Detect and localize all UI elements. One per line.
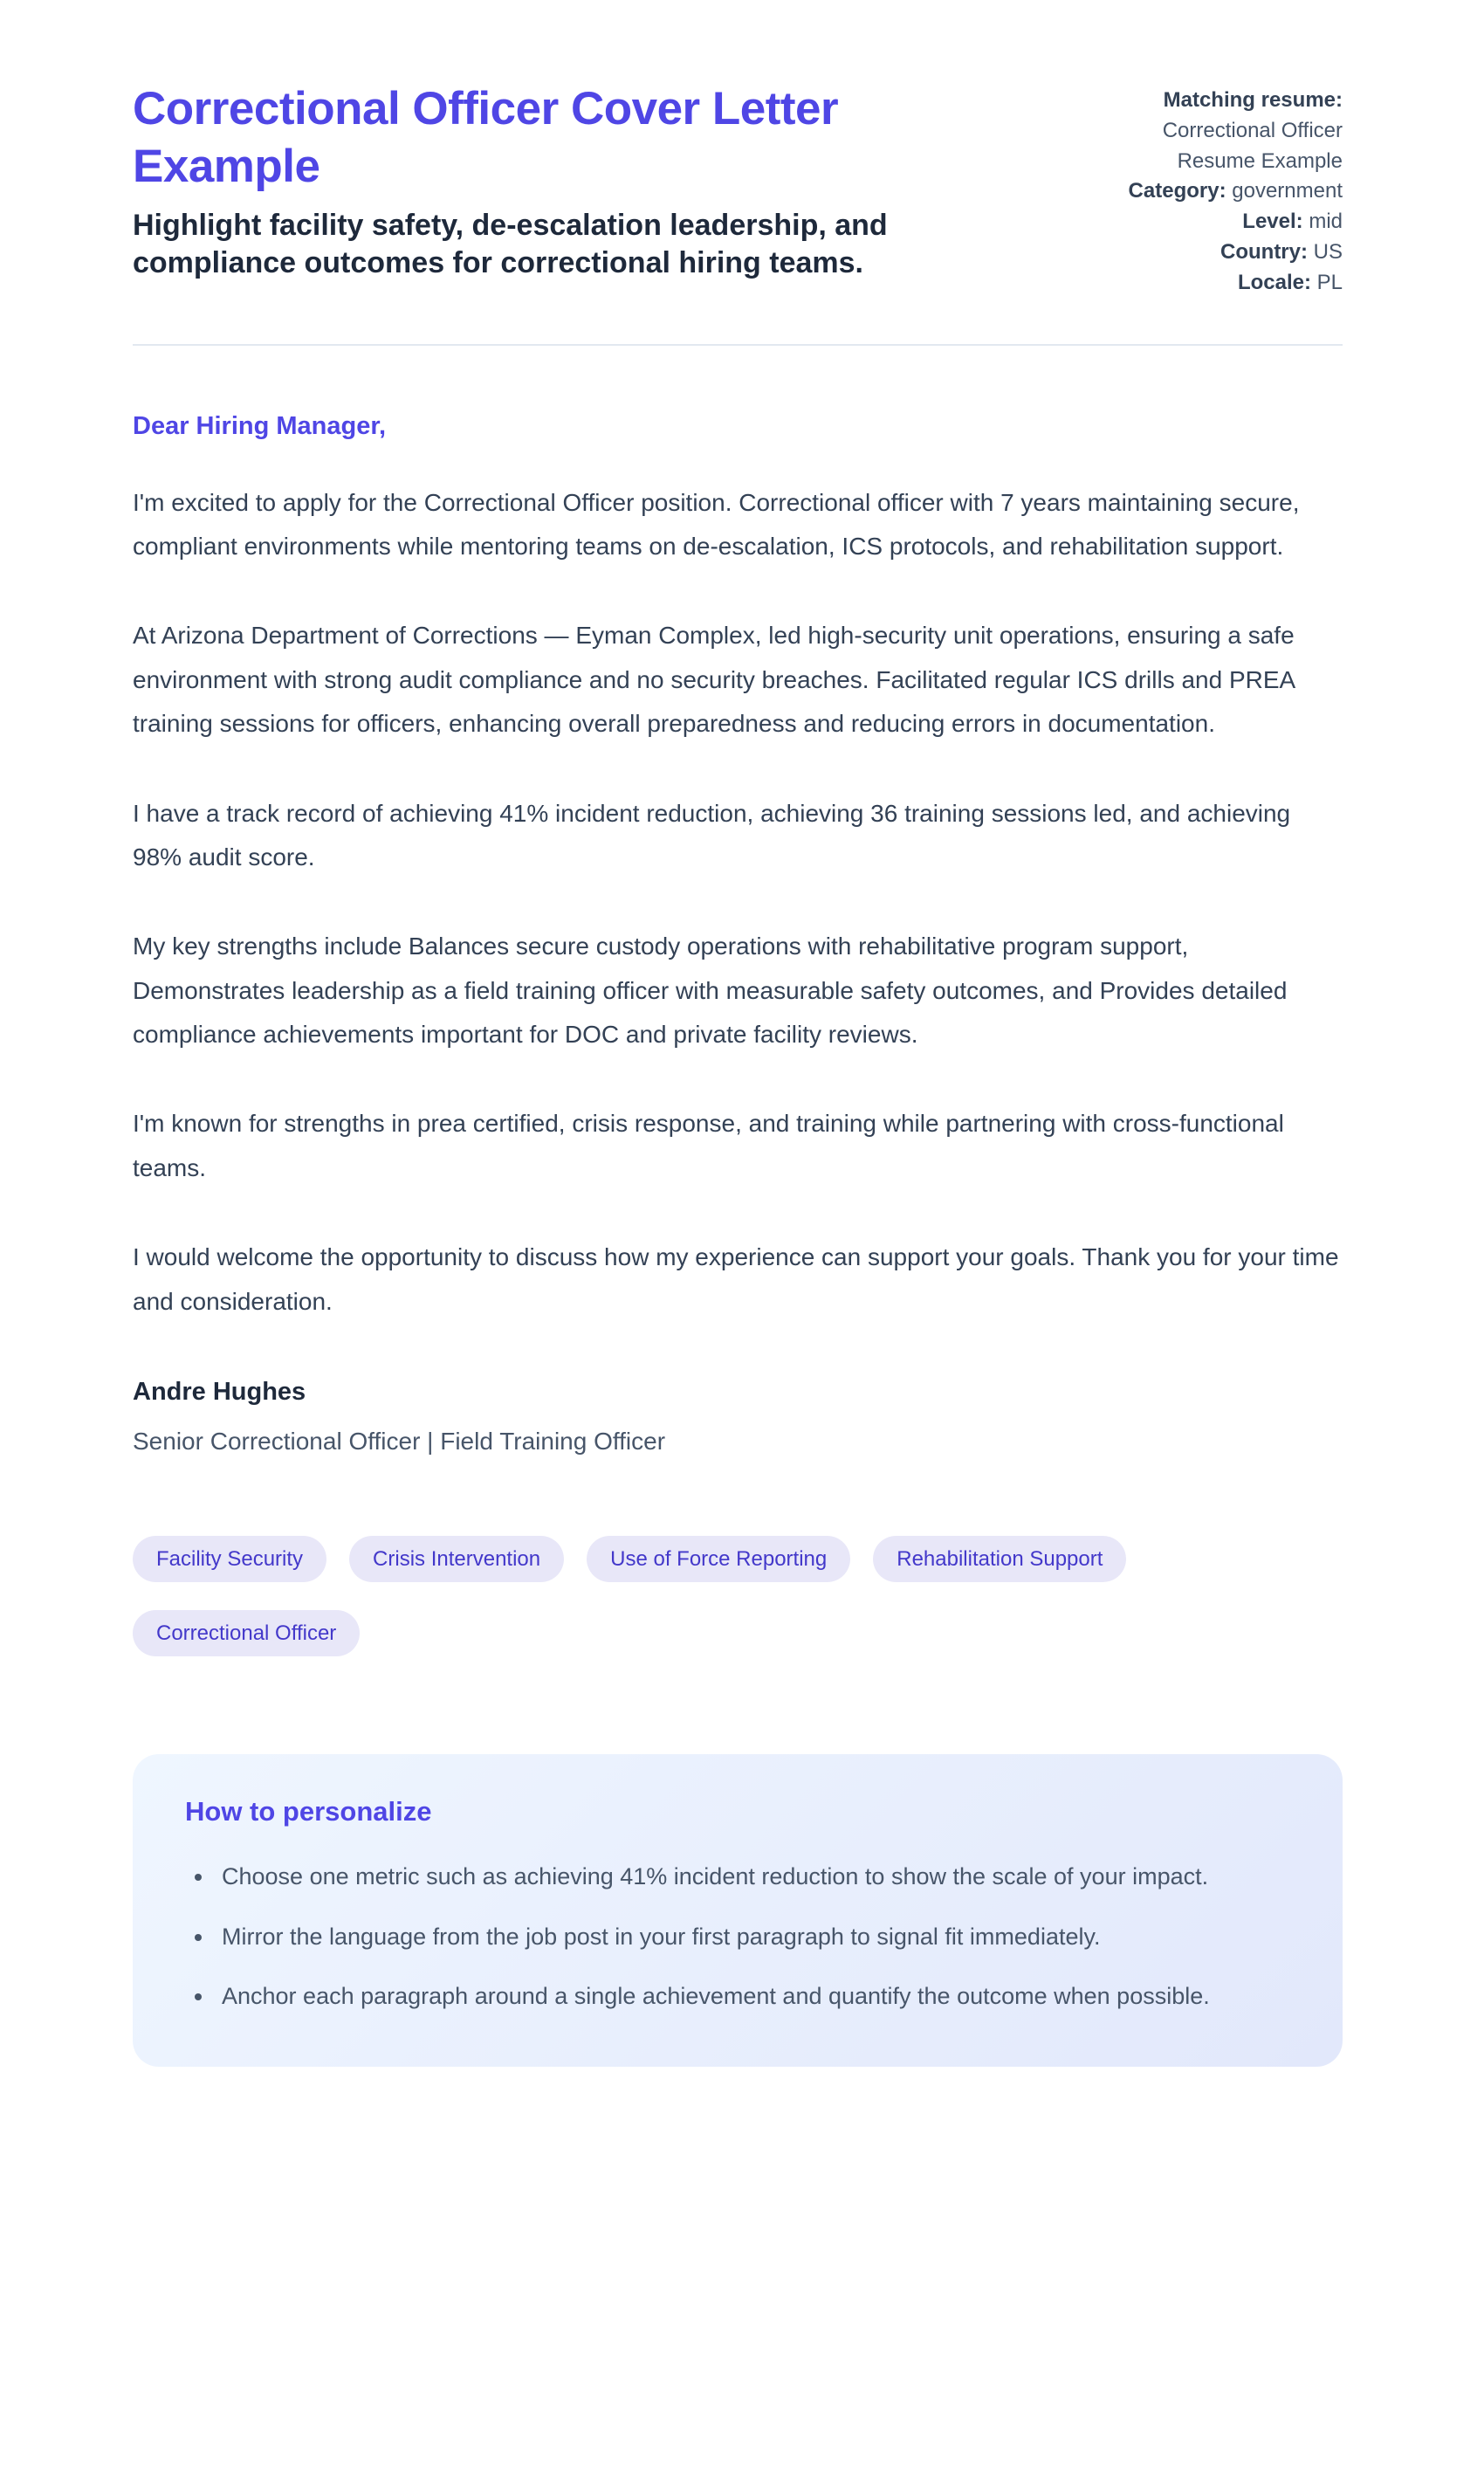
meta-row-locale [1105,268,1343,299]
letter-paragraph-3: I have a track record of achieving 41% incident reduction, achieving 36 training sessions led, and achieving 98% audit score. [133,799,1291,871]
personalize-heading: How to personalize [185,1796,432,1827]
tag-pill-correctional-officer[interactable]: Correctional Officer [133,1610,360,1656]
letter-paragraph-5: I'm known for strengths in prea certified, crisis response, and training while partnering with cross-functional teams. [133,1110,1284,1181]
letter-paragraph-6: I would welcome the opportunity to discuss how my experience can support your goals. Thank you for your time and consideration. [133,1243,1339,1315]
personalize-card [133,1754,1343,2067]
meta-label: Level: [1242,210,1303,234]
tag-pill-use-of-force-reporting[interactable]: Use of Force Reporting [587,1536,850,1582]
meta-value: Correctional Officer Resume Example [1162,118,1343,173]
meta-value: government [1232,179,1343,203]
divider [133,344,1343,346]
tag-pill-facility-security[interactable]: Facility Security [133,1536,326,1582]
meta-value: PL [1316,270,1343,294]
letter-paragraph-2: At Arizona Department of Corrections — Eyman Complex, led high-security unit operations, ensuring a safe environment with strong audit compliance and no security breaches. Facilitated regular ICS drills and PREA training sessions for officers, enhancing overall preparedness and reducing errors in documentation. [133,622,1295,738]
personalize-tip-3: • Anchor each paragraph around a single achievement and quantify the outcome when possible. [215,1975,1290,2018]
personalize-tip-2: • Mirror the language from the job post in your first paragraph to signal fit immediately. [215,1916,1290,1958]
meta-panel [1105,80,1343,299]
greeting: Dear Hiring Manager, [133,411,387,440]
letter-paragraph-4: My key strengths include Balances secure custody operations with rehabilitative program support, Demonstrates leadership as a field training officer with measurable safety outcomes, and Provides detailed compliance achievements important for DOC and private facility reviews. [133,933,1288,1049]
meta-row-country [1105,237,1343,268]
page-title: Correctional Officer Cover Letter Example [133,83,839,192]
signature-name: Andre Hughes [133,1378,306,1407]
letter-paragraph-1: I'm excited to apply for the Correctional Officer position. Correctional officer with 7 years maintaining secure, compliant environments while mentoring teams on de-escalation, ICS protocols, and rehabilitation support. [133,488,1300,560]
tag-pill-rehabilitation-support[interactable]: Rehabilitation Support [873,1536,1126,1582]
meta-row-level [1105,207,1343,237]
page-subtitle: Highlight facility safety, de-escalation leadership, and compliance outcomes for correctional hiring teams. [133,209,888,279]
personalize-tip-list [185,1855,1290,2018]
header [133,80,1343,299]
personalize-tip-1: • Choose one metric such as achieving 41% incident reduction to show the scale of your impact. [215,1855,1290,1898]
cover-letter-body [133,412,1343,1456]
meta-row-category [1105,176,1343,207]
header-text-block [133,80,1032,281]
meta-label: Country: [1220,239,1308,264]
meta-label: Category: [1128,179,1226,203]
meta-value: mid [1309,210,1343,234]
signature-role: Senior Correctional Officer | Field Training Officer [133,1428,666,1456]
meta-value: US [1313,239,1343,264]
tag-list [133,1536,1343,1656]
meta-label: Matching resume: [1163,88,1343,112]
meta-row-matching-resume [1105,86,1343,176]
tag-pill-crisis-intervention[interactable]: Crisis Intervention [349,1536,564,1582]
meta-label: Locale: [1237,270,1311,294]
